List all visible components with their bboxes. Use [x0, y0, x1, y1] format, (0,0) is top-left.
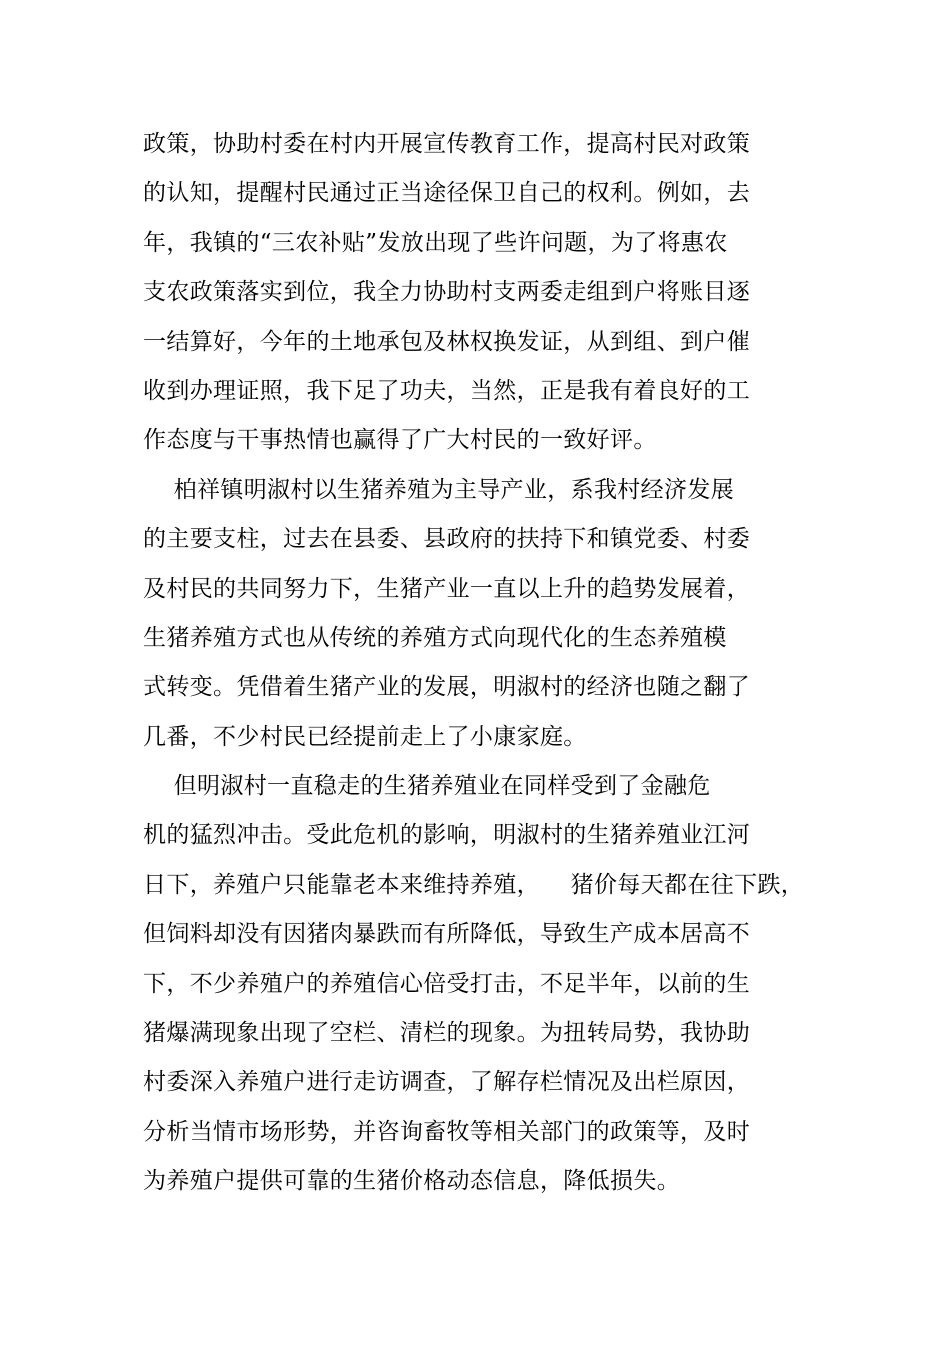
- text-line: 年，我镇的“三农补贴”发放出现了些许问题，为了将惠农: [143, 229, 728, 256]
- text-line: 几番，不少村民已经提前走上了小康家庭。: [143, 723, 587, 750]
- text-line: 支农政策落实到位，我全力协助村支两委走组到户将账目逐: [143, 279, 751, 306]
- text-line: 日下，养殖户只能靠老本来维持养殖， 猪价每天都在往下跌，: [143, 871, 805, 898]
- text-line: 的主要支柱，过去在县委、县政府的扶持下和镇党委、村委: [143, 526, 751, 553]
- text-line: 一结算好，今年的土地承包及林权换发证，从到组、到户催: [143, 328, 751, 355]
- text-line: 及村民的共同努力下，生猪产业一直以上升的趋势发展着，: [143, 575, 751, 602]
- body-text: [143, 120, 823, 1207]
- text-line: 收到办理证照，我下足了功夫，当然，正是我有着良好的工: [143, 377, 751, 404]
- text-line: 生猪养殖方式也从传统的养殖方式向现代化的生态养殖模: [143, 624, 727, 651]
- text-line: 作态度与干事热情也赢得了广大村民的一致好评。: [143, 427, 657, 454]
- text-line: 式转变。凭借着生猪产业的发展，明淑村的经济也随之翻了: [143, 674, 751, 701]
- text-line: 下，不少养殖户的养殖信心倍受打击，不足半年，以前的生: [143, 970, 751, 997]
- text-line: 分析当情市场形势，并咨询畜牧等相关部门的政策等，及时: [143, 1118, 751, 1145]
- text-line: 猪爆满现象出现了空栏、清栏的现象。为扭转局势，我协助: [143, 1020, 751, 1047]
- text-line: 村委深入养殖户进行走访调查，了解存栏情况及出栏原因，: [143, 1069, 751, 1096]
- text-line: 为养殖户提供可靠的生猪价格动态信息，降低损失。: [143, 1168, 681, 1195]
- text-line: 但饲料却没有因猪肉暴跌而有所降低，导致生产成本居高不: [143, 921, 751, 948]
- text-line: 机的猛烈冲击。受此危机的影响，明淑村的生猪养殖业江河: [143, 822, 751, 849]
- text-line: 柏祥镇明淑村以生猪养殖为主导产业，系我村经济发展: [143, 476, 735, 503]
- text-line: 政策，协助村委在村内开展宣传教育工作，提高村民对政策: [143, 131, 751, 157]
- text-line: 的认知，提醒村民通过正当途径保卫自己的权利。例如，去: [143, 180, 751, 207]
- text-line: 但明淑村一直稳走的生猪养殖业在同样受到了金融危: [143, 773, 711, 800]
